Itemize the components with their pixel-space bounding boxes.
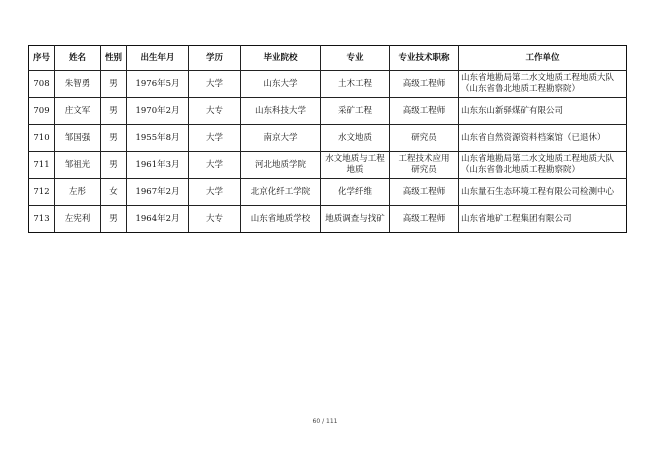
cell-major-line: 化学纤维 [337, 186, 372, 197]
cell-no: 712 [29, 179, 55, 206]
header-no: 序号 [29, 46, 55, 71]
cell-name: 左宪利 [55, 206, 101, 233]
cell-major-line: 采矿工程 [337, 105, 372, 116]
cell-education: 大学 [189, 179, 241, 206]
cell-name: 邹祖光 [55, 152, 101, 179]
cell-major-line: 土木工程 [337, 78, 372, 89]
cell-education: 大专 [189, 98, 241, 125]
header-title: 专业技术职称 [390, 46, 459, 71]
table-header-row [29, 46, 627, 71]
cell-major [321, 152, 390, 179]
cell-major-line: 地质 [346, 165, 364, 175]
cell-major [321, 98, 390, 125]
cell-gender: 男 [101, 206, 127, 233]
cell-no: 711 [29, 152, 55, 179]
page-number: 60 / 111 [312, 418, 338, 425]
cell-unit [459, 98, 627, 125]
cell-title [390, 125, 459, 152]
cell-unit-line: 山东省自然资源资料档案馆（已退休） [461, 132, 606, 143]
cell-no: 708 [29, 71, 55, 98]
cell-title-line: 高级工程师 [402, 186, 446, 197]
cell-education: 大学 [189, 125, 241, 152]
cell-unit [459, 179, 627, 206]
cell-title-line: 研究员 [411, 165, 437, 175]
cell-unit-line: 山东东山新驿煤矿有限公司 [461, 105, 564, 116]
cell-unit-line: （山东省鲁北地质工程勘察院） [461, 165, 581, 175]
table-row [29, 179, 627, 206]
table-row [29, 125, 627, 152]
cell-title-line: 高级工程师 [402, 213, 446, 224]
cell-name: 庄文军 [55, 98, 101, 125]
cell-school: 山东科技大学 [241, 98, 321, 125]
cell-unit-line: 山东省地勘局第二水文地质工程地质大队 [461, 73, 615, 83]
header-school: 毕业院校 [241, 46, 321, 71]
cell-education: 大学 [189, 71, 241, 98]
cell-unit [459, 71, 627, 98]
cell-birth: 1970年2月 [127, 98, 189, 125]
table-row [29, 152, 627, 179]
cell-birth: 1976年5月 [127, 71, 189, 98]
cell-title [390, 71, 459, 98]
cell-title-line: 高级工程师 [402, 105, 446, 116]
cell-gender: 女 [101, 179, 127, 206]
cell-title [390, 152, 459, 179]
cell-gender: 男 [101, 71, 127, 98]
cell-unit-line: 山东省地勘局第二水文地质工程地质大队 [461, 154, 615, 164]
cell-birth: 1961年3月 [127, 152, 189, 179]
cell-title-line: 研究员 [411, 132, 437, 143]
cell-major [321, 71, 390, 98]
cell-title [390, 98, 459, 125]
cell-name: 左彤 [55, 179, 101, 206]
cell-no: 709 [29, 98, 55, 125]
cell-education: 大学 [189, 152, 241, 179]
cell-title [390, 206, 459, 233]
cell-school: 山东大学 [241, 71, 321, 98]
cell-no: 710 [29, 125, 55, 152]
header-education: 学历 [189, 46, 241, 71]
header-gender: 性别 [101, 46, 127, 71]
header-birth: 出生年月 [127, 46, 189, 71]
cell-birth: 1955年8月 [127, 125, 189, 152]
table-row [29, 71, 627, 98]
cell-unit-line: （山东省鲁北地质工程勘察院） [461, 84, 581, 94]
cell-major [321, 206, 390, 233]
cell-unit-line: 山东省地矿工程集团有限公司 [461, 213, 572, 224]
cell-no: 713 [29, 206, 55, 233]
header-unit: 工作单位 [459, 46, 627, 71]
cell-unit [459, 206, 627, 233]
cell-title [390, 179, 459, 206]
cell-name: 朱智勇 [55, 71, 101, 98]
cell-birth: 1967年2月 [127, 179, 189, 206]
table-row [29, 206, 627, 233]
header-major: 专业 [321, 46, 390, 71]
cell-major [321, 125, 390, 152]
cell-school: 南京大学 [241, 125, 321, 152]
personnel-table [28, 45, 627, 233]
cell-name: 邹国强 [55, 125, 101, 152]
cell-unit [459, 125, 627, 152]
cell-major-line: 水文地质与工程 [325, 154, 385, 164]
header-name: 姓名 [55, 46, 101, 71]
cell-school: 河北地质学院 [241, 152, 321, 179]
cell-major-line: 地质调查与找矿 [325, 213, 385, 224]
cell-unit [459, 152, 627, 179]
cell-gender: 男 [101, 98, 127, 125]
cell-education: 大专 [189, 206, 241, 233]
cell-gender: 男 [101, 152, 127, 179]
cell-birth: 1964年2月 [127, 206, 189, 233]
cell-major-line: 水文地质 [337, 132, 372, 143]
cell-unit-line: 山东量石生态环境工程有限公司检测中心 [461, 186, 615, 197]
cell-gender: 男 [101, 125, 127, 152]
cell-title-line: 高级工程师 [402, 78, 446, 89]
cell-school: 山东省地质学校 [241, 206, 321, 233]
cell-title-line: 工程技术应用 [398, 154, 450, 164]
table-row [29, 98, 627, 125]
cell-school: 北京化纤工学院 [241, 179, 321, 206]
cell-major [321, 179, 390, 206]
